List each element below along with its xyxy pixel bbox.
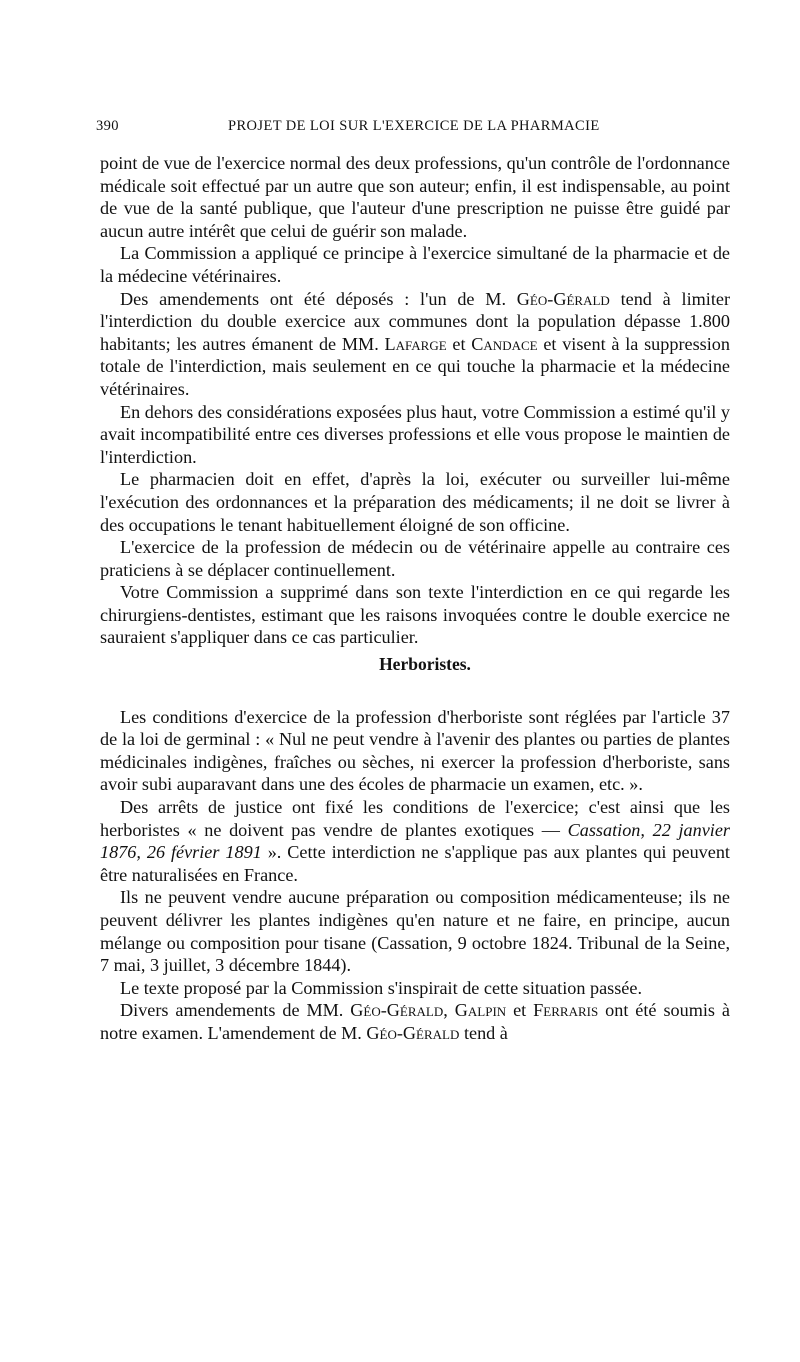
paragraph	[100, 999, 730, 1044]
paragraph	[100, 242, 730, 287]
person-name: Ferraris	[533, 1000, 599, 1021]
citation: Cassation, 22 janvier 1876, 26 février 1891	[100, 819, 730, 863]
paragraph-text: Votre Commission a supprimé dans son texte l'interdiction en ce qui regarde les chirurgiens-dentistes, estimant que les raisons invoquées contre le double exercice ne sauraient s'appliquer dans ce cas particulier.	[100, 582, 730, 648]
paragraph-text: Des amendements ont été déposés : l'un de M.	[120, 288, 517, 309]
paragraph-text: tend à limiter l'interdiction du double exercice aux communes dont la population dépasse 1.800 habitants; les autres émanent de MM.	[100, 288, 730, 354]
running-title: PROJET DE LOI SUR L'EXERCICE DE LA PHARMACIE	[228, 118, 600, 134]
paragraph-text: et visent à la suppression totale de l'interdiction, mais seulement en ce qui touche la pharmacie et la médecine vétérinaires.	[100, 333, 730, 399]
paragraph-text: Ils ne peuvent vendre aucune préparation ou composition médicamenteuse; ils ne peuvent délivrer les plantes indigènes qu'en nature et ne faire, en principe, aucun mélange ou composition pour tisane (Cassation, 9 octobre 1824. Tribunal de la Seine, 7 mai, 3 juillet, 3 décembre 1844).	[100, 887, 730, 976]
paragraph	[100, 581, 730, 649]
paragraph-text: Le pharmacien doit en effet, d'après la loi, exécuter ou surveiller lui-même l'exécution des ordonnances et la préparation des médicaments; il ne doit se livrer à des occupations le tenant habituellement éloigné de son officine.	[100, 469, 730, 535]
section-heading: Herboristes.	[379, 654, 471, 675]
paragraph	[100, 886, 730, 976]
person-name: Candace	[471, 333, 538, 354]
paragraph-text: L'exercice de la profession de médecin ou de vétérinaire appelle au contraire ces praticiens à se déplacer continuellement.	[100, 537, 730, 580]
running-header	[96, 118, 736, 138]
paragraph-text: point de vue de l'exercice normal des deux professions, qu'un contrôle de l'ordonnance médicale soit effectué par un autre que son auteur; enfin, il est indispensable, au point de vue de la santé publique, que l'auteur d'une prescription ne puisse être guidé par aucun autre intérêt que celui de guérir son malade.	[100, 153, 730, 241]
paragraph	[100, 468, 730, 536]
paragraph	[100, 796, 730, 886]
paragraph	[100, 152, 730, 242]
person-name: Géo-Gérald	[366, 1022, 460, 1043]
paragraph-text: Les conditions d'exercice de la profession d'herboriste sont réglées par l'article 37 de la loi de germinal : « Nul ne peut vendre à l'avenir des plantes ou parties de plantes médicinales indigènes, fraîches ou sèches, ni exercer la profession d'herboriste, sans avoir subi auparavant dans une des écoles de pharmacie un examen, etc. ».	[100, 706, 730, 795]
person-name: Géo-Gérald	[516, 288, 610, 309]
paragraph	[100, 401, 730, 469]
paragraph	[100, 536, 730, 581]
paragraph-text: ,	[443, 1000, 455, 1021]
person-name: Géo-Gérald	[350, 1000, 444, 1021]
paragraph-text: et	[446, 333, 472, 354]
body-text	[100, 152, 730, 1045]
paragraph-text: En dehors des considérations exposées plus haut, votre Commission a estimé qu'il y avait incompatibilité entre ces diverses professions et elle vous propose le maintien de l'interdiction.	[100, 401, 730, 467]
paragraph-text: ». Cette interdiction ne s'applique pas aux plantes qui peuvent être naturalisées en France.	[100, 842, 730, 885]
paragraph-text: et	[506, 1000, 534, 1021]
paragraph	[100, 706, 730, 796]
paragraph-text: Des arrêts de justice ont fixé les conditions de l'exercice; c'est ainsi que les herboristes « ne doivent pas vendre de plantes exotiques —	[100, 797, 730, 840]
paragraph	[100, 977, 730, 1000]
page-number: 390	[96, 118, 119, 134]
paragraph-text: tend à	[459, 1022, 508, 1043]
paragraph	[100, 288, 730, 401]
person-name: Lafarge	[384, 333, 447, 354]
paragraph-text: Le texte proposé par la Commission s'inspirait de cette situation passée.	[120, 977, 643, 998]
person-name: Galpin	[454, 1000, 507, 1021]
paragraph-text: La Commission a appliqué ce principe à l'exercice simultané de la pharmacie et de la médecine vétérinaires.	[100, 243, 730, 286]
paragraph-text: ont été soumis à notre examen. L'amendement de M.	[100, 1000, 730, 1043]
paragraph-text: Divers amendements de MM.	[120, 1000, 351, 1021]
